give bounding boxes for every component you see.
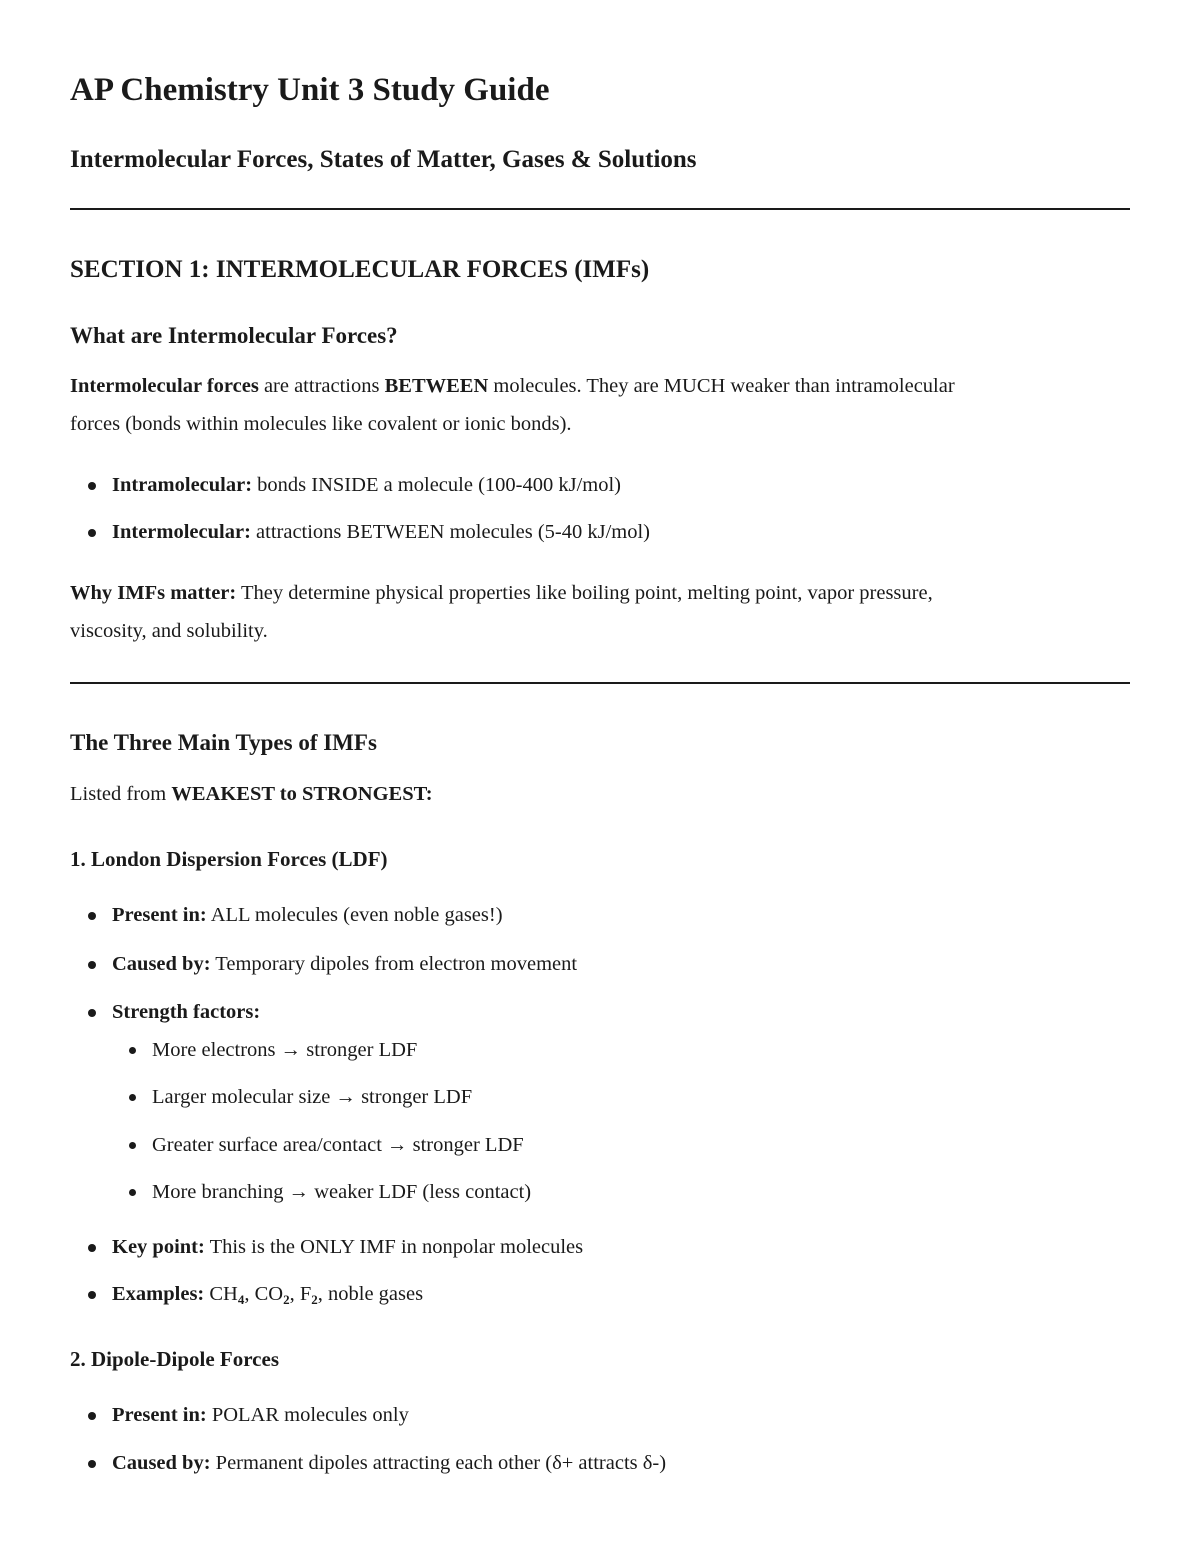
why-imfs-matter-paragraph: Why IMFs matter: They determine physical properties like boiling point, melting point, vapor pressure, viscosity, and solubility. [70,582,933,642]
bullet-icon [88,912,96,920]
ldf-heading: 1. London Dispersion Forces (LDF) [70,847,388,871]
bullet-icon [88,1412,96,1420]
bullet-icon [129,1094,136,1101]
imf-types-heading: The Three Main Types of IMFs [70,730,377,755]
bullet-icon [129,1047,136,1054]
bullet-icon [88,529,96,537]
bullet-icon [88,1291,96,1299]
bullet-icon [129,1142,136,1149]
bullet-icon [88,1244,96,1252]
bullet-icon [129,1189,136,1196]
page-subtitle: Intermolecular Forces, States of Matter, Gases & Solutions [70,146,697,173]
bullet-icon [88,961,96,969]
bullet-icon [88,1009,96,1017]
bullet-icon [88,1460,96,1468]
divider [70,208,1130,210]
intro-paragraph: Intermolecular forces are attractions BETWEEN molecules. They are MUCH weaker than intramolecular forces (bonds within molecules like covalent or ionic bonds). [70,375,955,435]
page-title: AP Chemistry Unit 3 Study Guide [70,72,550,108]
what-are-imfs-heading: What are Intermolecular Forces? [70,323,398,348]
bullet-icon [88,482,96,490]
section-1-heading: SECTION 1: INTERMOLECULAR FORCES (IMFs) [70,256,650,283]
dipole-dipole-heading: 2. Dipole-Dipole Forces [70,1347,279,1371]
divider [70,682,1130,684]
intro-term: Intermolecular forces [70,375,259,397]
order-note: Listed from WEAKEST to STRONGEST: [70,783,433,805]
